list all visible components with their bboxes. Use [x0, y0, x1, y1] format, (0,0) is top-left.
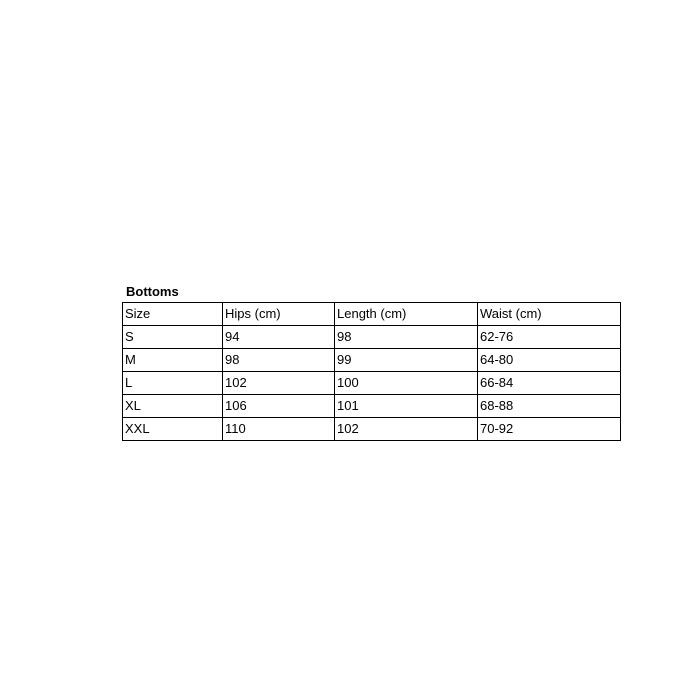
table-row	[123, 349, 621, 372]
cell-hips: 110	[223, 418, 335, 441]
cell-size: XL	[123, 395, 223, 418]
size-chart	[122, 284, 621, 441]
cell-waist: 66-84	[478, 372, 621, 395]
table-header-row	[123, 303, 621, 326]
header-hips: Hips (cm)	[223, 303, 335, 326]
cell-hips: 94	[223, 326, 335, 349]
cell-length: 101	[335, 395, 478, 418]
header-length: Length (cm)	[335, 303, 478, 326]
cell-size: M	[123, 349, 223, 372]
cell-size: L	[123, 372, 223, 395]
cell-waist: 70-92	[478, 418, 621, 441]
cell-length: 102	[335, 418, 478, 441]
cell-waist: 68-88	[478, 395, 621, 418]
cell-hips: 106	[223, 395, 335, 418]
table-row	[123, 418, 621, 441]
cell-hips: 98	[223, 349, 335, 372]
cell-hips: 102	[223, 372, 335, 395]
cell-waist: 62-76	[478, 326, 621, 349]
cell-size: S	[123, 326, 223, 349]
cell-length: 100	[335, 372, 478, 395]
cell-length: 99	[335, 349, 478, 372]
table-row	[123, 326, 621, 349]
cell-size: XXL	[123, 418, 223, 441]
header-size: Size	[123, 303, 223, 326]
table-row	[123, 372, 621, 395]
table-row	[123, 395, 621, 418]
header-waist: Waist (cm)	[478, 303, 621, 326]
cell-length: 98	[335, 326, 478, 349]
size-table	[122, 302, 621, 441]
chart-title: Bottoms	[126, 284, 179, 299]
cell-waist: 64-80	[478, 349, 621, 372]
